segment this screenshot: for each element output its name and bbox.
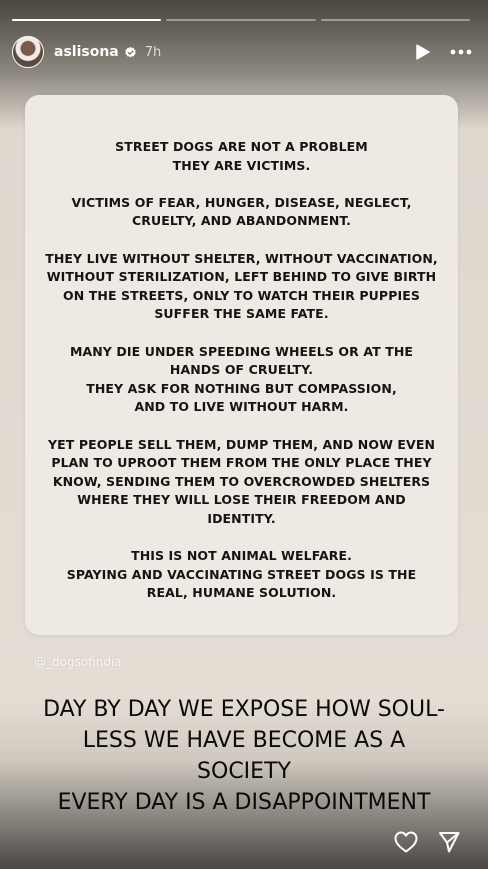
send-icon[interactable]: [438, 831, 460, 853]
card-text-line: REAL, HUMANE SOLUTION.: [146, 585, 337, 601]
card-text-line: THEY ARE VICTIMS.: [172, 157, 311, 173]
caption-line: DAY BY DAY WE EXPOSE HOW SOUL-: [43, 697, 445, 722]
card-paragraph: [43, 547, 440, 603]
more-icon[interactable]: [450, 49, 472, 55]
card-text-line: CRUELTY, AND ABANDONMENT.: [132, 213, 351, 229]
story-progress-bar: [12, 19, 470, 21]
story-header: [12, 34, 472, 70]
card-text-line: YET PEOPLE SELL THEM, DUMP THEM, AND NOW EVEN: [47, 436, 436, 452]
story-footer: [394, 831, 460, 853]
card-paragraph: [43, 436, 440, 529]
play-icon[interactable]: [416, 44, 430, 60]
card-text-line: KNOW, SENDING THEM TO OVERCROWDED SHELTERS: [52, 473, 431, 489]
card-text-line: MANY DIE UNDER SPEEDING WHEELS OR AT THE: [69, 343, 414, 359]
card-text-line: VICTIMS OF FEAR, HUNGER, DISEASE, NEGLECT,: [71, 194, 412, 210]
card-text-line: WHERE THEY WILL LOSE THEIR FREEDOM AND: [77, 492, 406, 508]
card-text-line: IDENTITY.: [207, 510, 276, 526]
heart-icon[interactable]: [394, 831, 418, 853]
avatar[interactable]: [12, 36, 44, 68]
caption-line: EVERY DAY IS A DISAPPOINTMENT: [57, 790, 431, 815]
post-time: 7h: [144, 44, 162, 60]
card-text-line: THIS IS NOT ANIMAL WELFARE.: [131, 548, 352, 564]
card-text-line: WITHOUT STERILIZATION, LEFT BEHIND TO GIVE BIRTH: [46, 269, 437, 285]
username[interactable]: aslisona: [54, 44, 119, 60]
card-text-line: PLAN TO UPROOT THEM FROM THE ONLY PLACE THEY: [51, 455, 432, 471]
card-paragraph: [43, 138, 440, 175]
story-caption: [0, 694, 488, 818]
story-text-card: [25, 95, 458, 635]
card-text-line: ON THE STREETS, ONLY TO WATCH THEIR PUPPIES: [63, 287, 420, 303]
progress-segment: [321, 19, 470, 21]
verified-badge-icon: [124, 46, 137, 59]
progress-segment: [12, 19, 161, 21]
card-text-line: STREET DOGS ARE NOT A PROBLEM: [115, 139, 368, 154]
card-text-line: AND TO LIVE WITHOUT HARM.: [134, 399, 349, 415]
card-text: [43, 138, 440, 621]
card-paragraph: [43, 343, 440, 417]
card-text-line: THEY LIVE WITHOUT SHELTER, WITHOUT VACCINATION,: [45, 250, 438, 266]
card-text-line: SUFFER THE SAME FATE.: [154, 306, 329, 322]
caption-line: LESS WE HAVE BECOME AS A: [82, 728, 406, 753]
card-paragraph: [43, 194, 440, 231]
card-text-line: HANDS OF CRUELTY.: [169, 362, 314, 378]
card-text-line: SPAYING AND VACCINATING STREET DOGS IS THE: [66, 566, 417, 582]
progress-segment: [166, 19, 315, 21]
caption-line: SOCIETY: [197, 759, 291, 784]
card-paragraph: [43, 250, 440, 324]
watermark-text: @_dogsofindia: [34, 655, 122, 669]
card-text-line: THEY ASK FOR NOTHING BUT COMPASSION,: [86, 380, 397, 396]
